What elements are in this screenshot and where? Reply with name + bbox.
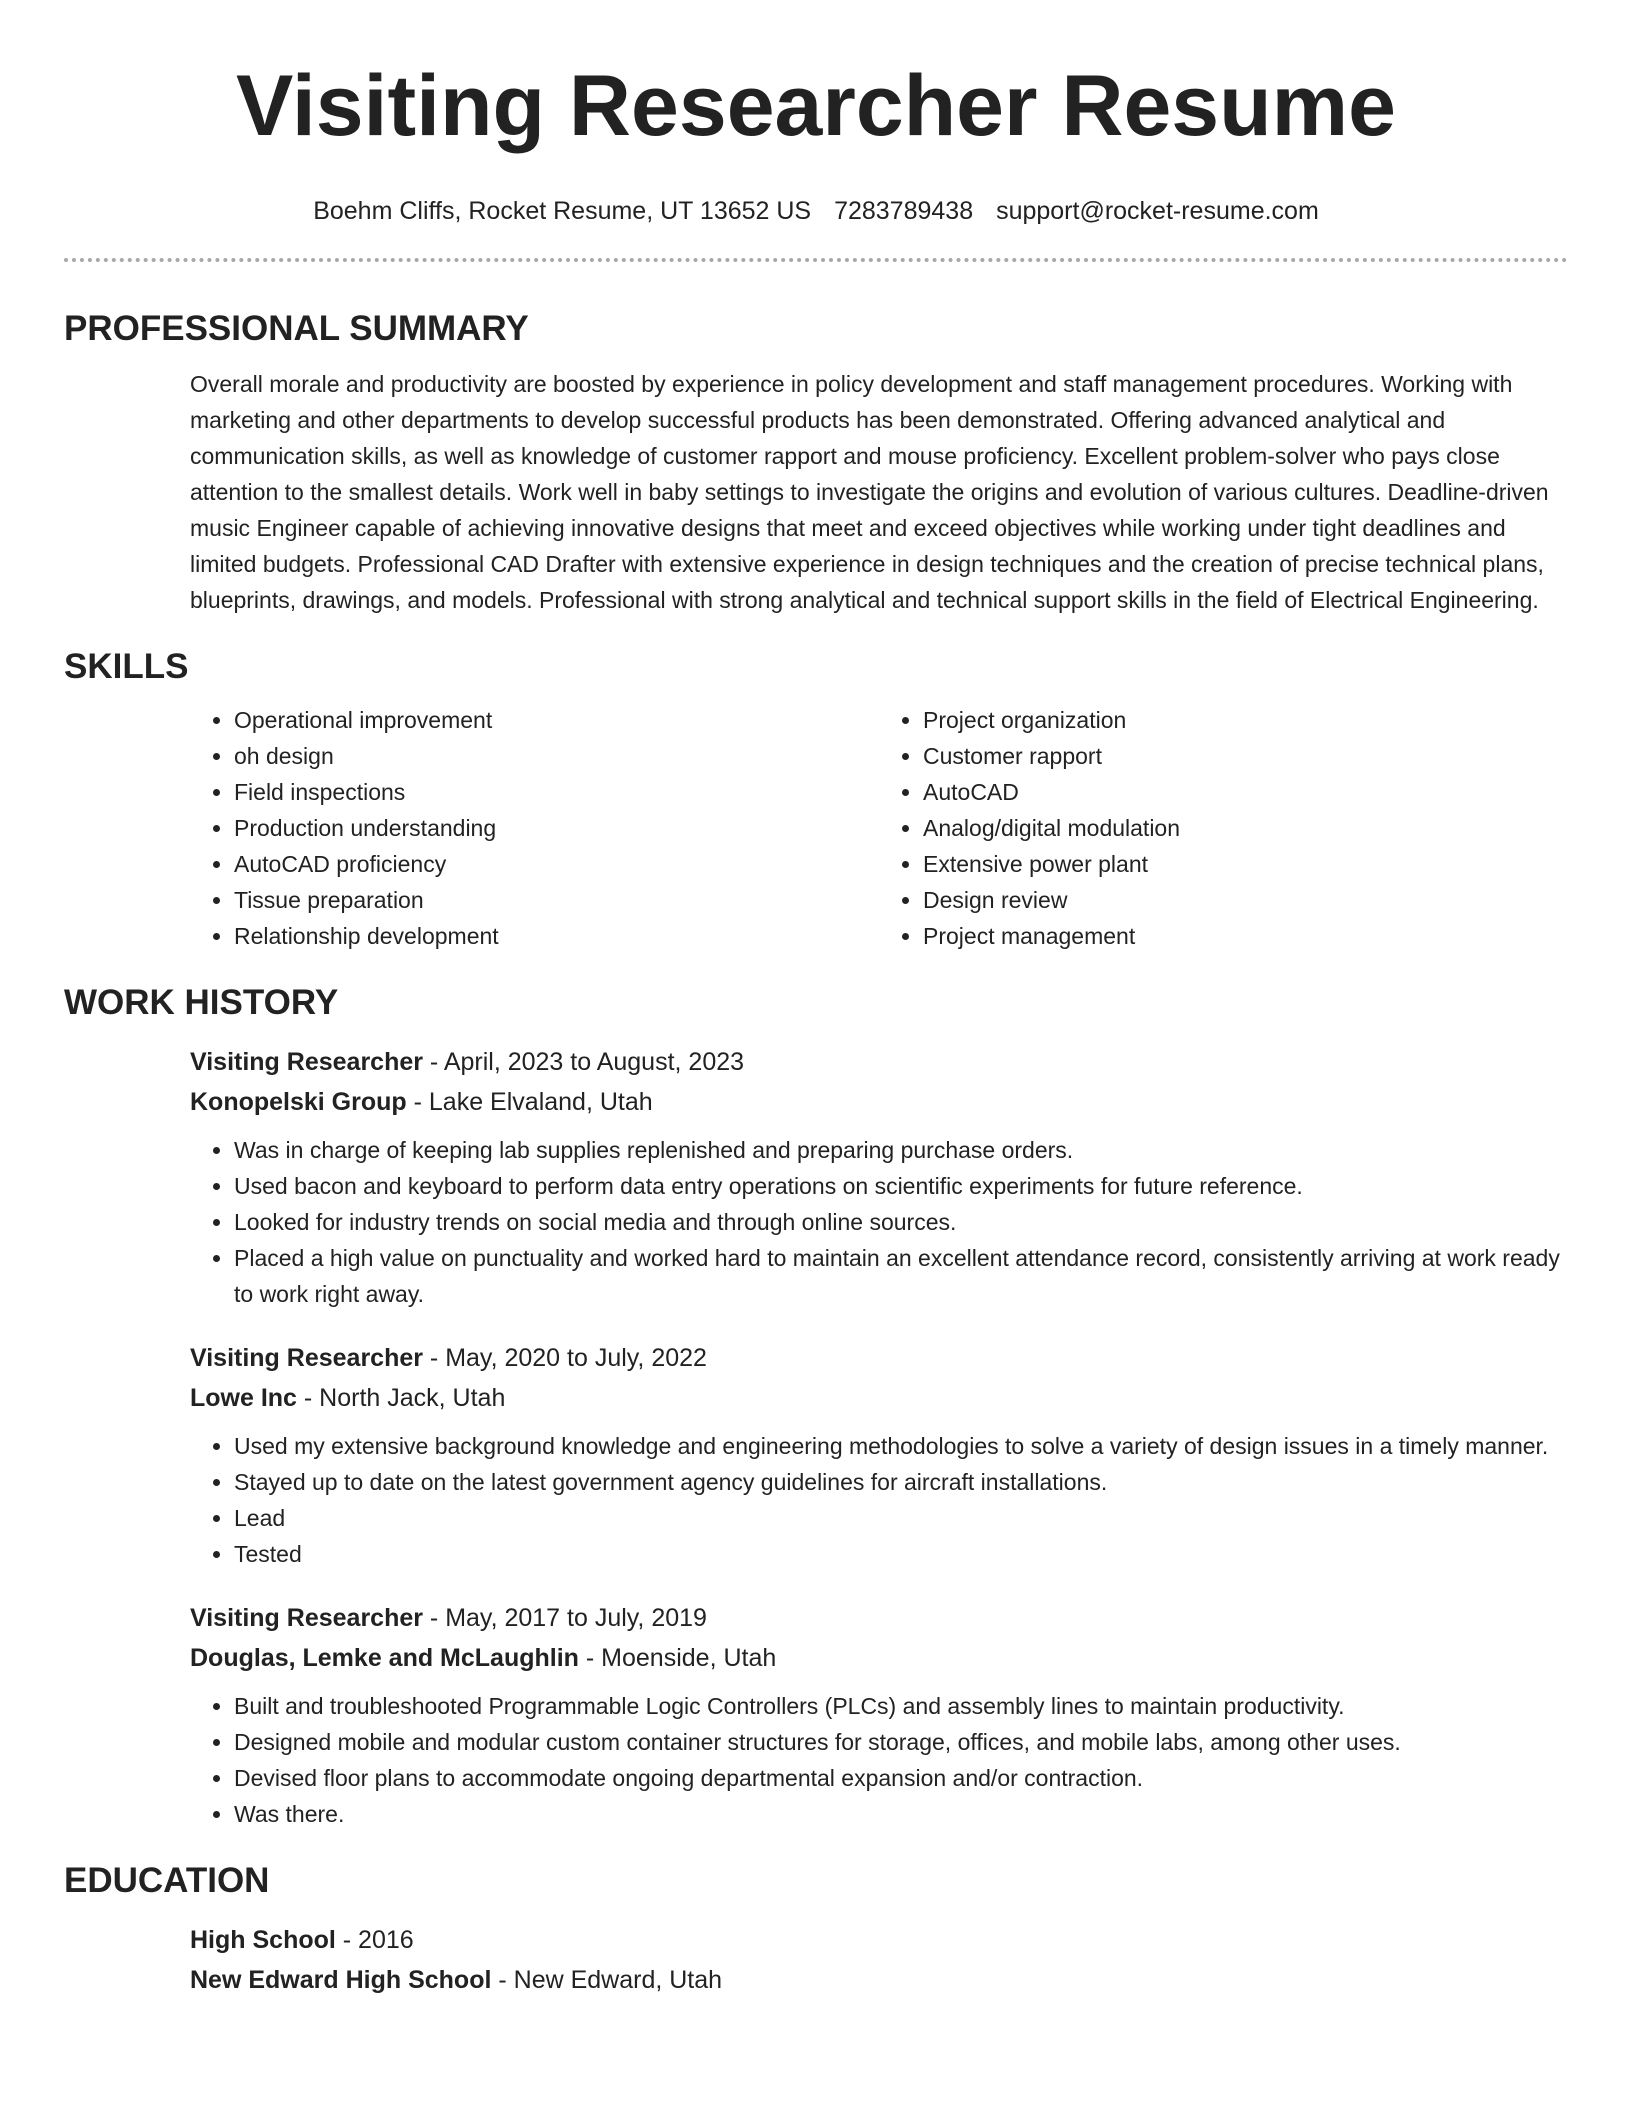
header-divider [64, 258, 1568, 262]
job-dates: - May, 2020 to July, 2022 [422, 1344, 707, 1372]
education-degree-line [190, 1920, 1568, 1960]
job-title: Visiting Researcher [190, 1048, 423, 1076]
job-company-line [190, 1082, 1568, 1122]
skill-item: • oh design [234, 738, 879, 774]
job-bullet: • Used bacon and keyboard to perform data entry operations on scientific experiments for future reference. [234, 1168, 1568, 1204]
skills-list [190, 702, 1568, 954]
skill-item: • Analog/digital modulation [923, 810, 1568, 846]
summary-section [64, 308, 1568, 618]
job-company-line [190, 1638, 1568, 1678]
job-company: Lowe Inc [190, 1384, 297, 1412]
job-bullet: • Designed mobile and modular custom container structures for storage, offices, and mobile labs, among other uses. [234, 1724, 1568, 1760]
education-entry [190, 1920, 1568, 2000]
job-bullet: • Was in charge of keeping lab supplies replenished and preparing purchase orders. [234, 1132, 1568, 1168]
job-bullets [190, 1688, 1568, 1832]
job-bullets [190, 1428, 1568, 1572]
education-degree: High School [190, 1926, 336, 1954]
job-bullet: • Used my extensive background knowledge and engineering methodologies to solve a variety of design issues in a timely manner. [234, 1428, 1568, 1464]
contact-email: support@rocket-resume.com [996, 197, 1319, 225]
skill-item: • Production understanding [234, 810, 879, 846]
skills-heading: SKILLS [64, 647, 189, 686]
skill-item: • Design review [923, 882, 1568, 918]
work-history-heading: WORK HISTORY [64, 983, 339, 1022]
skill-item: • Project management [923, 918, 1568, 954]
education-school: New Edward High School [190, 1966, 492, 1994]
skill-item: • Project organization [923, 702, 1568, 738]
job-bullet: • Lead [234, 1500, 1568, 1536]
summary-text: Overall morale and productivity are boosted by experience in policy development and staff management procedures. Working with marketing and other departments to develop successful products has been demonstrated. Offering advanced analytical and communication skills, as well as knowledge of customer rapport and mouse proficiency. Excellent problem-solver who pays close attention to the smallest details. Work well in baby settings to investigate the origins and evolution of various cultures. Deadline-driven music Engineer capable of achieving innovative designs that meet and exceed objectives while working under tight deadlines and limited budgets. Professional CAD Drafter with extensive experience in design techniques and the creation of precise technical plans, blueprints, drawings, and models. Professional with strong analytical and technical support skills in the field of Electrical Engineering. [190, 371, 1549, 613]
skill-item: • Extensive power plant [923, 846, 1568, 882]
job-bullet: • Built and troubleshooted Programmable Logic Controllers (PLCs) and assembly lines to maintain productivity. [234, 1688, 1568, 1724]
job-entry [190, 1338, 1568, 1572]
job-title: Visiting Researcher [190, 1604, 423, 1632]
skills-section [64, 646, 1568, 954]
skill-item: • Customer rapport [923, 738, 1568, 774]
job-entry [190, 1598, 1568, 1832]
job-dates: - April, 2023 to August, 2023 [422, 1048, 745, 1076]
education-section [64, 1860, 1568, 2000]
job-company-line [190, 1378, 1568, 1418]
job-location: - Lake Elvaland, Utah [406, 1088, 653, 1116]
skill-item: • Operational improvement [234, 702, 879, 738]
job-company: Douglas, Lemke and McLaughlin [190, 1644, 579, 1672]
page-title: Visiting Researcher Resume [236, 58, 1396, 154]
education-year: - 2016 [335, 1926, 414, 1954]
job-bullets [190, 1132, 1568, 1312]
education-heading: EDUCATION [64, 1861, 270, 1900]
job-bullet: • Was there. [234, 1796, 1568, 1832]
job-title-line [190, 1598, 1568, 1638]
education-location: - New Edward, Utah [491, 1966, 723, 1994]
skill-item: • AutoCAD [923, 774, 1568, 810]
skill-item: • AutoCAD proficiency [234, 846, 879, 882]
job-bullet: • Placed a high value on punctuality and worked hard to maintain an excellent attendance record, consistently arriving at work ready to work right away. [234, 1240, 1568, 1312]
job-location: - North Jack, Utah [296, 1384, 506, 1412]
job-company: Konopelski Group [190, 1088, 407, 1116]
work-history-section [64, 982, 1568, 1832]
education-school-line [190, 1960, 1568, 2000]
skill-item: • Relationship development [234, 918, 879, 954]
job-title: Visiting Researcher [190, 1344, 423, 1372]
contact-address: Boehm Cliffs, Rocket Resume, UT 13652 US [313, 197, 812, 225]
skill-item: • Field inspections [234, 774, 879, 810]
job-title-line [190, 1042, 1568, 1082]
skill-item: • Tissue preparation [234, 882, 879, 918]
job-bullet: • Stayed up to date on the latest government agency guidelines for aircraft installations. [234, 1464, 1568, 1500]
job-location: - Moenside, Utah [578, 1644, 777, 1672]
job-title-line [190, 1338, 1568, 1378]
skills-column-left [190, 702, 879, 954]
contact-line [64, 196, 1568, 226]
skills-column-right [879, 702, 1568, 954]
summary-heading: PROFESSIONAL SUMMARY [64, 309, 529, 348]
job-bullet: • Devised floor plans to accommodate ongoing departmental expansion and/or contraction. [234, 1760, 1568, 1796]
job-dates: - May, 2017 to July, 2019 [422, 1604, 707, 1632]
job-entry [190, 1042, 1568, 1312]
job-bullet: • Looked for industry trends on social media and through online sources. [234, 1204, 1568, 1240]
job-bullet: • Tested [234, 1536, 1568, 1572]
contact-phone: 7283789438 [834, 197, 974, 225]
